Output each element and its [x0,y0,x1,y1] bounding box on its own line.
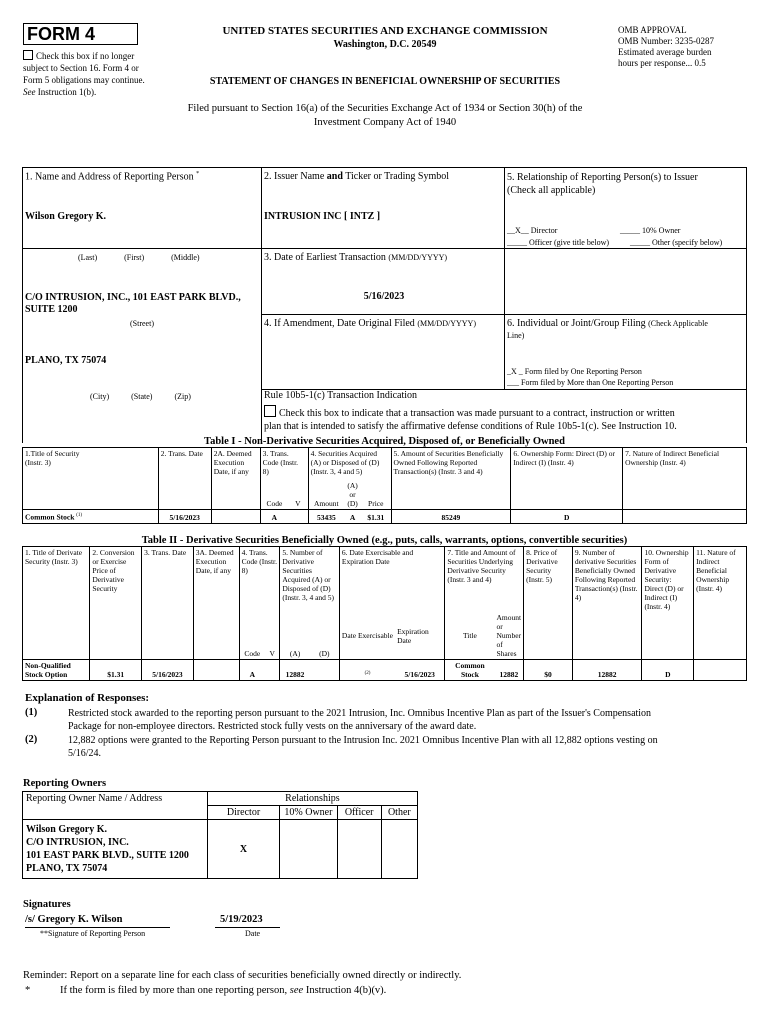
relationship-other: _____ Other (specify below) [630,238,723,247]
owner-director-mark: X [207,820,279,879]
t2-underlying-title: Common Stock [445,660,495,681]
form-id: FORM 4 [27,24,96,44]
t1-amount: 53435 [308,510,344,524]
earliest-transaction-date: 5/16/2023 [363,291,405,302]
table2-row [23,660,747,681]
reporting-person-name: Wilson Gregory K. [25,211,107,222]
t1-trans-date: 5/16/2023 [158,510,211,524]
t2-h3: 3. Trans. Date [142,547,194,613]
reminder-star: * [25,985,31,996]
box5-label: 5. Relationship of Reporting Person(s) to Issuer (Check all applicable) [507,172,698,196]
t2-security-title: Non-Qualified Stock Option [23,660,90,681]
t2-h4: 4. Trans. Code (Instr. 8) [239,547,280,613]
t2-underlying-amount: 12882 [495,660,524,681]
table1 [22,447,747,524]
t2-trans-date: 5/16/2023 [142,660,194,681]
section16-checkbox[interactable] [23,50,33,60]
statement-title: STATEMENT OF CHANGES IN BENEFICIAL OWNERSHIP OF SECURITIES [209,76,561,87]
signature-label: **Signature of Reporting Person [40,929,146,938]
t1-h6: 6. Ownership Form: Direct (D) or Indirect (I) (Instr. 4) [511,448,623,478]
table1-row [23,510,747,524]
t1-price: $1.31 [361,510,391,524]
reporting-person-street: C/O INTRUSION, INC., 101 EAST PARK BLVD., SUITE 1200 [25,292,241,315]
t2-h11: 11. Nature of Indirect Beneficial Ownership (Instr. 4) [694,547,747,613]
t1-trans-code: A [260,510,288,524]
t2-h10: 10. Ownership Form of Derivative Security: Direct (D) or Indirect (I) (Instr. 4) [642,547,694,613]
t2-h2: 2. Conversion or Exercise Price of Derivative Security [90,547,142,613]
t2-h1: 1. Title of Derivate Security (Instr. 3) [23,547,90,613]
t1-sub-price: Price [368,499,384,508]
section16-checkbox-text: Check this box if no longer subject to Section 16. Form 4 or Form 5 obligations may continue. See Instruction 1(b). [23,51,145,97]
t2-h5: 5. Number of Derivative Securities Acquired (A) or Disposed of (D) (Instr. 3, 4 and 5) [280,547,340,613]
t2-h3a: 3A. Deemed Execution Date, if any [193,547,239,613]
omb-box: OMB APPROVAL OMB Number: 3235-0287 Estimated average burden hours per response... 0.5 [618,25,714,68]
t1-h4: 4. Securities Acquired (A) or Disposed of (D) (Instr. 3, 4 and 5) [308,448,391,478]
table2-title: Table II - Derivative Securities Beneficially Owned (e.g., puts, calls, warrants, options, convertible securities) [141,535,628,546]
t2-form: D [642,660,694,681]
t2-sub-expiration: Expiration Date [397,626,429,645]
owner-address: Wilson Gregory K. C/O INTRUSION, INC. 101 EAST PARK BLVD., SUITE 1200 PLANO, TX 75074 [23,820,208,879]
t2-h9: 9. Number of derivative Securities Beneficially Owned Following Reported Transaction(s) (Instr. 4) [572,547,642,613]
t1-owned: 85249 [391,510,511,524]
owners-title: Reporting Owners [23,778,107,789]
t1-aod: A [344,510,361,524]
reminder-line2: If the form is filed by more than one reporting person, see Instruction 4(b)(v). [60,985,387,996]
t2-derivative-price: $0 [524,660,573,681]
t1-h1: 1.Title of Security (Instr. 3) [23,448,159,478]
t2-trans-code: A [239,660,265,681]
table2 [22,546,747,681]
owners-table [22,791,418,879]
signature-name: /s/ Gregory K. Wilson [25,914,123,925]
rule-checkbox[interactable] [264,405,276,417]
issuer-name: INTRUSION INC [ INTZ ] [264,211,381,222]
box1-label: 1. Name and Address of Reporting Person * [25,171,200,183]
t1-security-title: Common Stock $^{(1)}$ [23,510,159,524]
t2-number-acquired: 12882 [280,660,310,681]
reminder-line1: Reminder: Report on a separate line for each class of securities beneficially owned directly or indirectly. [23,970,462,981]
filed-pursuant: Filed pursuant to Section 16(a) of the Securities Exchange Act of 1934 or Section 30(h) of the Investment Company Act of 1940 [187,103,583,128]
t1-h7: 7. Nature of Indirect Beneficial Ownership (Instr. 4) [623,448,747,478]
t1-form: D [511,510,623,524]
fn2-num: (2) [25,734,38,745]
fn2-text: 12,882 options were granted to the Reporting Person pursuant to the Intrusion Inc. 2021 Omnibus Incentive Plan with all 12,882 options vesting on 5/16/24. [68,735,658,759]
t2-sub-date-exercisable: Date Exercisable [339,612,395,660]
t1-h3: 3. Trans. Code (Instr. 8) [260,448,308,478]
agency-city: Washington, D.C. 20549 [333,39,437,50]
fn1-num: (1) [25,707,38,718]
filing-multiple: ___ Form filed by More than One Reporting Person [507,378,674,387]
rule-title: Rule 10b5-1(c) Transaction Indication [264,390,418,401]
owners-col-officer: Officer [337,806,381,820]
t2-conversion-price: $1.31 [90,660,142,681]
relationship-10pct: _____ 10% Owner [620,226,681,235]
t2-sub-v: V [269,649,275,658]
owners-col-rel: Relationships [207,792,417,806]
reporting-person-city: PLANO, TX 75074 [25,355,107,366]
explanation-title: Explanation of Responses: [25,692,150,704]
owners-col-other: Other [381,806,417,820]
t1-h5: 5. Amount of Securities Beneficially Owned Following Reported Transaction(s) (Instr. 3 and 4) [391,448,511,478]
rule-text: Check this box to indicate that a transaction was made pursuant to a contract, instruction or written plan that is intended to satisfy the affirmative defense conditions of Rule 10b5-1(c). See Instruction 10. [264,405,744,433]
street-label: (Street) [130,319,154,328]
t1-h2: 2. Trans. Date [158,448,211,478]
box6-label: 6. Individual or Joint/Group Filing (Check Applicable Line) [507,318,708,340]
t2-h8: 8. Price of Derivative Security (Instr. 5) [524,547,573,613]
date-label: Date [245,929,261,938]
name-parts-labels: (Last) (First) (Middle) [78,253,200,262]
t2-h6: 6. Date Exercisable and Expiration Date [339,547,444,613]
relationship-director: __X__ Director [507,226,558,235]
owners-col-name: Reporting Owner Name / Address [23,792,208,806]
t2-sub-code: Code [239,612,265,660]
t1-sub-v: V [295,499,301,508]
t2-sub-d: (D) [319,649,330,658]
t1-sub-code: Code [260,477,288,510]
owners-col-10pct: 10% Owner [280,806,337,820]
t1-sub-aod: (A) or (D) [347,481,358,508]
t2-expiration-date: 5/16/2023 [395,660,445,681]
t1-sub-amount: Amount [308,477,344,510]
t2-sub-amount: Amount or Number of Shares [496,613,522,658]
owners-col-director: Director [207,806,279,820]
t2-h7: 7. Title and Amount of Securities Underlying Derivative Security (Instr. 3 and 4) [445,547,524,613]
t1-h2a: 2A. Deemed Execution Date, if any [211,448,260,478]
city-state-zip-labels: (City) (State) (Zip) [90,392,191,401]
box3-label: 3. Date of Earliest Transaction (MM/DD/YYYY) [264,252,448,263]
relationship-officer: _____ Officer (give title below) [507,238,610,247]
filing-one-person: _X _ Form filed by One Reporting Person [507,367,642,376]
t2-date-exercisable: (2) [339,660,395,681]
t2-owned: 12882 [572,660,642,681]
t2-sub-title: Title [445,612,495,660]
table1-title: Table I - Non-Derivative Securities Acquired, Disposed of, or Beneficially Owned [204,436,565,447]
form-id-box [23,23,138,45]
signature-date: 5/19/2023 [220,914,263,925]
fn1-text: Restricted stock awarded to the reporting person pursuant to the 2021 Intrusion, Inc. Omnibus Incentive Plan as part of the Issuer's Compensation Package for non-employee directors. Restricted stock fully vests on the anniversary of the award date. [68,708,652,732]
box2-label: 2. Issuer Name and Ticker or Trading Symbol [264,171,450,182]
agency-title: UNITED STATES SECURITIES AND EXCHANGE COMMISSION [222,25,548,37]
box4-label: 4. If Amendment, Date Original Filed (MM/DD/YYYY) [264,318,476,329]
t2-sub-a: (A) [280,612,310,660]
signatures-title: Signatures [23,899,71,910]
